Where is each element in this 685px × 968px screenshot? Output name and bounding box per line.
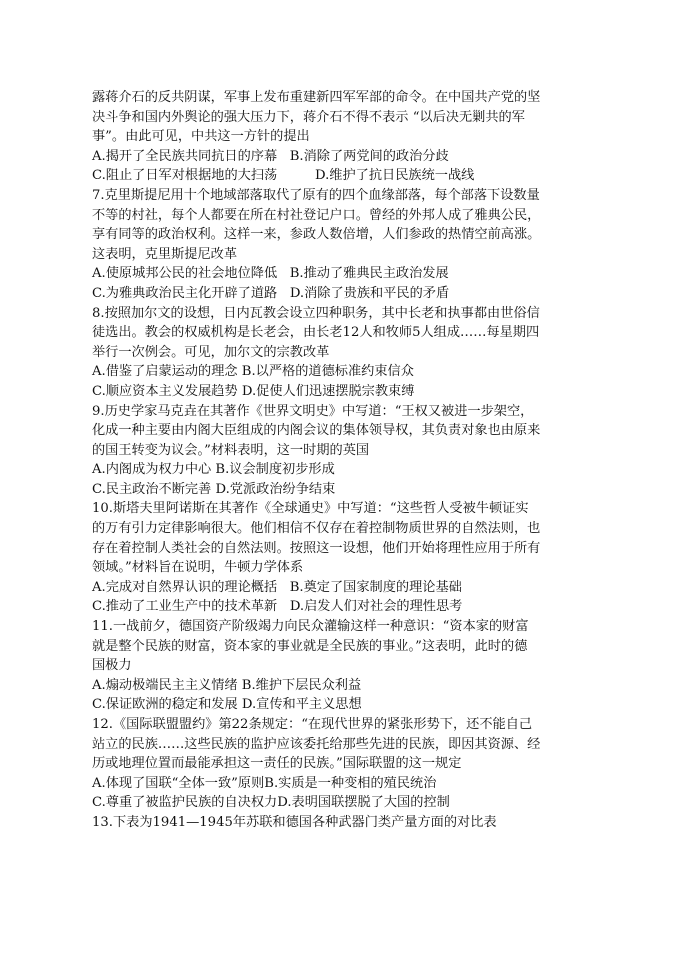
document-page [92, 88, 604, 833]
option-line: C.阻止了日军对根据地的大扫荡 D.维护了抗日民族统一战线 [92, 168, 475, 184]
text-line: 露蒋介石的反共阴谋，军事上发布重建新四军军部的命令。在中国共产党的坚 [92, 90, 541, 105]
question-12: 12.《国际联盟盟约》第22条规定：“在现代世界的紧张形势下，还不能自己 [92, 717, 533, 732]
question-13: 13.下表为1941—1945年苏联和德国各种武器门类产量方面的对比表 [92, 814, 497, 830]
text-line: 享有同等的政治权利。这样一来，参政人数倍增，人们参政的热情空前高涨。 [92, 227, 541, 243]
option-line: A.完成对自然界认识的理论概括 B.奠定了国家制度的理论基础 [92, 579, 462, 595]
option-line: C.尊重了被监护民族的自决权力D.表明国联摆脱了大国的控制 [92, 795, 450, 811]
option-line: A.揭开了全民族共同抗日的序幕 B.消除了两党间的政治分歧 [92, 148, 449, 164]
text-line: 的国王转变为议会。”材料表明，这一时期的英国 [92, 442, 370, 458]
option-line: A.借鉴了启蒙运动的理念 B.以严格的道德标准约束信众 [92, 364, 414, 380]
question-7: 7.克里斯提尼用十个地域部落取代了原有的四个血缘部落，每个部落下设数量 [92, 187, 540, 203]
question-11: 11.一战前夕，德国资产阶级竭力向民众灌输这样一种意识：“资本家的财富 [92, 619, 529, 635]
text-line: 不等的村社，每个人都要在所在村社登记户口。曾经的外邦人成了雅典公民， [92, 207, 541, 223]
text-line: 站立的民族……这些民族的监护应该委托给那些先进的民族，即因其资源、经 [92, 736, 541, 752]
text-line: 国极力 [92, 658, 132, 674]
option-line: A.体现了国联“全体一致”原则B.实质是一种变相的殖民统治 [92, 775, 437, 791]
text-line: 举行一次例会。可见，加尔文的宗教改革 [92, 344, 330, 360]
text-line: 这表明，克里斯提尼改革 [92, 246, 238, 262]
question-9: 9.历史学家马克垚在其著作《世界文明史》中写道：“王权又被进一步架空， [92, 403, 534, 419]
option-line: C.民主政治不断完善 D.党派政治纷争结束 [92, 481, 336, 497]
question-8: 8.按照加尔文的设想，日内瓦教会设立四种职务，其中长老和执事都由世俗信 [92, 305, 540, 321]
text-line: 化成一种主要由内阁大臣组成的内阁会议的集体领导权，其负责对象也由原来 [92, 423, 541, 439]
option-line: C.保证欧洲的稳定和发展 D.宣传和平主义思想 [92, 697, 362, 713]
option-line: A.煽动极端民主主义情绪 B.维护下层民众利益 [92, 677, 362, 693]
text-line: 的万有引力定律影响很大。他们相信不仅存在着控制物质世界的自然法则，也 [92, 521, 541, 537]
option-line: A.使原城邦公民的社会地位降低 B.推动了雅典民主政治发展 [92, 266, 449, 282]
text-line: 就是整个民族的财富，资本家的事业就是全民族的事业。”这表明，此时的德 [92, 638, 528, 654]
text-line: 徒选出。教会的权威机构是长老会，由长老12人和牧师5人组成……每星期四 [92, 325, 540, 341]
option-line: C.推动了工业生产中的技术革新 D.启发人们对社会的理性思考 [92, 599, 463, 615]
question-10: 10.斯塔夫里阿诺斯在其著作《全球通史》中写道：“这些哲人受被牛顿证实 [92, 501, 529, 517]
option-line: A.内阁成为权力中心 B.议会制度初步形成 [92, 462, 335, 478]
text-line: 存在着控制人类社会的自然法则。按照这一设想，他们开始将理性应用于所有 [92, 540, 541, 556]
text-line: 决斗争和国内外舆论的强大压力下，蒋介石不得不表示 “以后决无剿共的军 [92, 109, 525, 125]
text-line: 事”。由此可见，中共这一方针的提出 [92, 129, 310, 145]
text-line: 历或地理位置而最能承担这一责任的民族。”国际联盟的这一规定 [92, 756, 462, 772]
option-line: C.为雅典政治民主化开辟了道路 D.消除了贵族和平民的矛盾 [92, 285, 450, 301]
option-line: C.顺应资本主义发展趋势 D.促使人们迅速摆脱宗教束缚 [92, 383, 415, 399]
text-line: 领域。”材料旨在说明，牛顿力学体系 [92, 560, 304, 576]
